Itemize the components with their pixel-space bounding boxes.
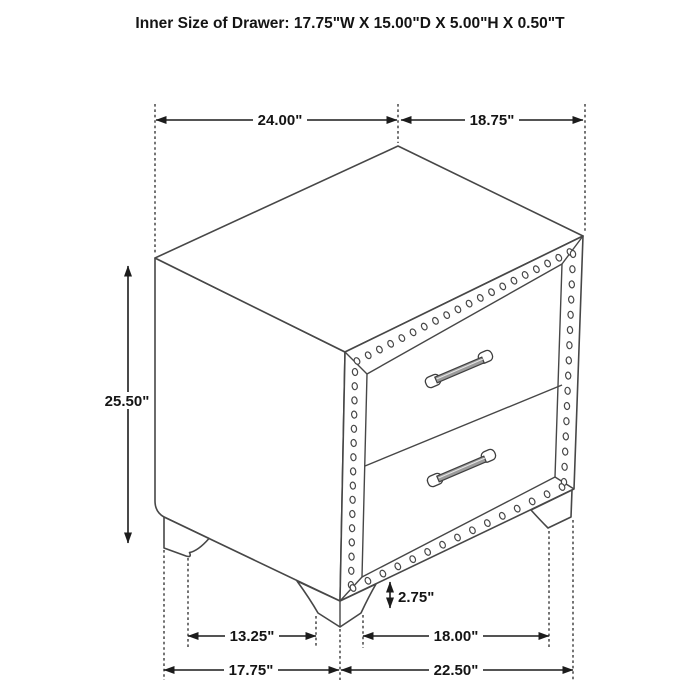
diagram-title: Inner Size of Drawer: 17.75"W X 15.00"D X 5.00"H X 0.50"T [135, 15, 565, 32]
nightstand-drawing [155, 146, 583, 627]
dimension-bottom-depth [341, 661, 573, 679]
nailhead-stud [350, 496, 356, 504]
nailhead-stud [350, 468, 356, 476]
nailhead-stud [348, 567, 354, 575]
nailhead-stud [567, 326, 573, 334]
nailhead-stud [565, 387, 571, 395]
nailhead-stud [562, 448, 568, 456]
dimension-overall-height [100, 266, 155, 543]
dimension-label-overall-height: 25.50" [104, 393, 150, 410]
dimension-label-front-leg-span: 18.00" [433, 628, 479, 645]
nailhead-stud [352, 368, 358, 376]
nailhead-stud [569, 281, 575, 289]
nailhead-stud [569, 265, 575, 273]
nailhead-stud [564, 402, 570, 410]
nailhead-stud [349, 510, 355, 518]
nailhead-stud [349, 539, 355, 547]
nailhead-stud [351, 439, 357, 447]
dimension-bottom-width [164, 661, 339, 679]
nailhead-stud [568, 296, 574, 304]
dimension-front-leg-span [363, 627, 549, 645]
dimension-top-depth [401, 111, 583, 129]
dimension-label-side-leg-span: 13.25" [229, 628, 275, 645]
nailhead-stud [350, 482, 356, 490]
nailhead-stud [348, 553, 354, 561]
dimension-label-leg-height: 2.75" [398, 589, 435, 606]
dimension-label-top-width: 24.00" [257, 112, 303, 129]
nailhead-stud [349, 524, 355, 532]
nailhead-stud [570, 250, 576, 258]
dimension-leg-height [390, 582, 434, 608]
dimension-label-bottom-width: 17.75" [228, 662, 274, 679]
nailhead-stud [562, 463, 568, 471]
dimension-top-width [156, 111, 397, 129]
nailhead-stud [350, 453, 356, 461]
dimension-label-bottom-depth: 22.50" [433, 662, 479, 679]
nailhead-stud [565, 372, 571, 380]
nailhead-stud [563, 417, 569, 425]
nailhead-stud [351, 397, 357, 405]
dimension-label-top-depth: 18.75" [469, 112, 515, 129]
nailhead-stud [566, 357, 572, 365]
nailhead-stud [566, 341, 572, 349]
nailhead-stud [351, 425, 357, 433]
nailhead-stud [563, 433, 569, 441]
nailhead-stud [351, 411, 357, 419]
nailhead-stud [352, 382, 358, 390]
nailhead-stud [568, 311, 574, 319]
dimension-side-leg-span [188, 627, 316, 645]
